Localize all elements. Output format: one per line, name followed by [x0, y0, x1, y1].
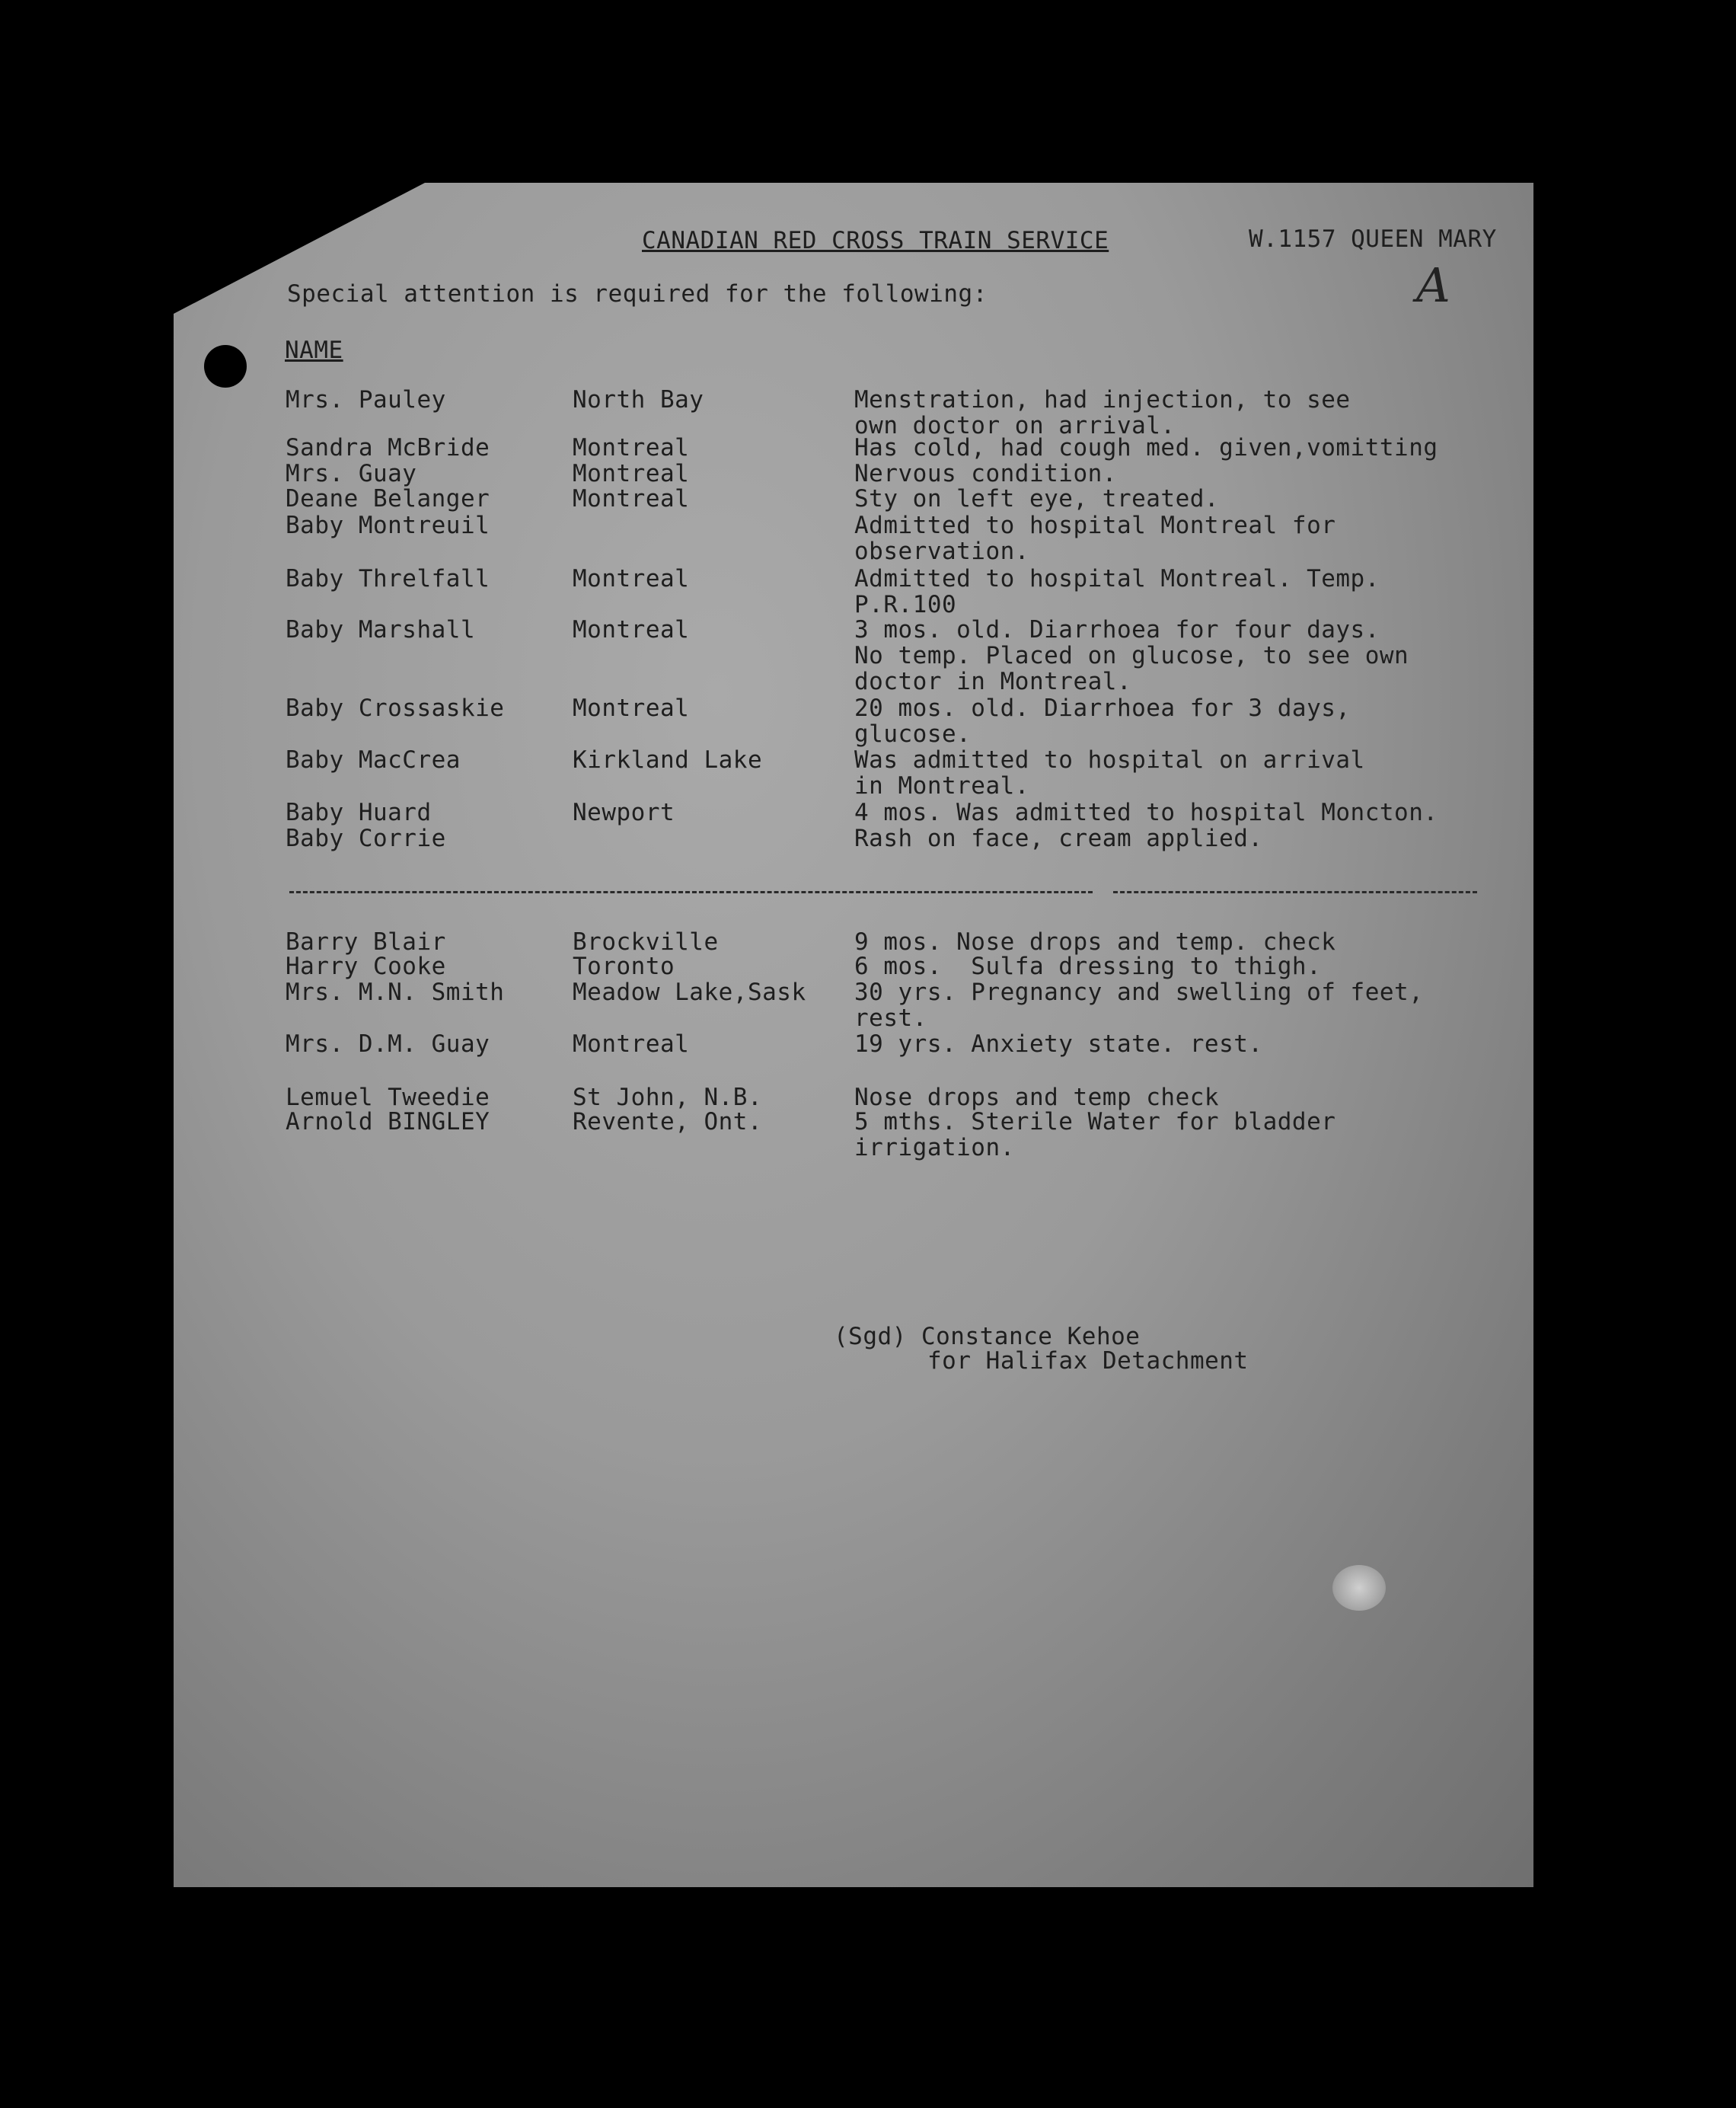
document-reference: W.1157 QUEEN MARY [1249, 225, 1497, 253]
signature-line-1: (Sgd) Constance Kehoe [834, 1323, 1141, 1350]
patient-origin: Brockville [573, 928, 719, 956]
patient-name: Barry Blair [286, 928, 446, 956]
patient-name: Mrs. M.N. Smith [286, 979, 505, 1006]
patient-note: Admitted to hospital Montreal for observation. [854, 512, 1336, 565]
patient-note: Nervous condition. [854, 460, 1117, 487]
patient-note: 3 mos. old. Diarrhoea for four days. No temp. Placed on glucose, to see own doctor in Montreal. [854, 616, 1409, 695]
patient-origin: Newport [573, 799, 675, 826]
document-title: CANADIAN RED CROSS TRAIN SERVICE [642, 227, 1109, 254]
patient-note: Rash on face, cream applied. [854, 825, 1263, 852]
handwritten-corner-mark: A [1416, 257, 1451, 313]
patient-name: Baby MacCrea [286, 746, 461, 774]
patient-note: 6 mos. Sulfa dressing to thigh. [854, 953, 1322, 980]
patient-note: 9 mos. Nose drops and temp. check [854, 928, 1336, 956]
dashed-divider-left [289, 891, 1093, 893]
paper-stain [1332, 1565, 1386, 1611]
intro-line: Special attention is required for the following: [287, 280, 988, 308]
patient-name: Mrs. Guay [286, 460, 417, 487]
patient-note: 4 mos. Was admitted to hospital Moncton. [854, 799, 1438, 826]
patient-note: 19 yrs. Anxiety state. rest. [854, 1030, 1263, 1058]
name-column-header: NAME [285, 337, 343, 364]
patient-origin: Montreal [573, 695, 690, 722]
patient-origin: Meadow Lake,Sask [573, 979, 806, 1006]
patient-name: Mrs. D.M. Guay [286, 1030, 490, 1058]
patient-note: Nose drops and temp check [854, 1084, 1220, 1111]
patient-note: Menstration, had injection, to see own doctor on arrival. [854, 386, 1351, 439]
patient-note: Admitted to hospital Montreal. Temp. P.R.100 [854, 565, 1380, 618]
patient-name: Baby Threlfall [286, 565, 490, 592]
dashed-divider-right [1113, 891, 1477, 893]
patient-name: Baby Marshall [286, 616, 476, 644]
patient-origin: Montreal [573, 565, 690, 592]
patient-name: Lemuel Tweedie [286, 1084, 490, 1111]
patient-name: Baby Crossaskie [286, 695, 505, 722]
patient-origin: Montreal [573, 1030, 690, 1058]
patient-name: Harry Cooke [286, 953, 446, 980]
patient-name: Baby Huard [286, 799, 432, 826]
patient-origin: St John, N.B. [573, 1084, 763, 1111]
patient-note: 30 yrs. Pregnancy and swelling of feet, rest. [854, 979, 1424, 1032]
patient-origin: Montreal [573, 616, 690, 644]
patient-origin: North Bay [573, 386, 704, 414]
patient-origin: Montreal [573, 460, 690, 487]
patient-note: Was admitted to hospital on arrival in Montreal. [854, 746, 1365, 800]
patient-origin: Revente, Ont. [573, 1108, 763, 1135]
patient-origin: Kirkland Lake [573, 746, 763, 774]
patient-origin: Toronto [573, 953, 675, 980]
patient-note: Sty on left eye, treated. [854, 485, 1220, 513]
patient-name: Baby Corrie [286, 825, 446, 852]
patient-name: Arnold BINGLEY [286, 1108, 490, 1135]
patient-note: 5 mths. Sterile Water for bladder irrigation. [854, 1108, 1336, 1161]
patient-name: Sandra McBride [286, 434, 490, 462]
signature-line-2: for Halifax Detachment [927, 1347, 1249, 1375]
patient-note: 20 mos. old. Diarrhoea for 3 days, glucose. [854, 695, 1351, 748]
patient-name: Baby Montreuil [286, 512, 490, 539]
patient-name: Mrs. Pauley [286, 386, 446, 414]
patient-note: Has cold, had cough med. given,vomitting [854, 434, 1438, 462]
patient-origin: Montreal [573, 485, 690, 513]
patient-origin: Montreal [573, 434, 690, 462]
patient-name: Deane Belanger [286, 485, 490, 513]
punch-hole [204, 345, 247, 388]
